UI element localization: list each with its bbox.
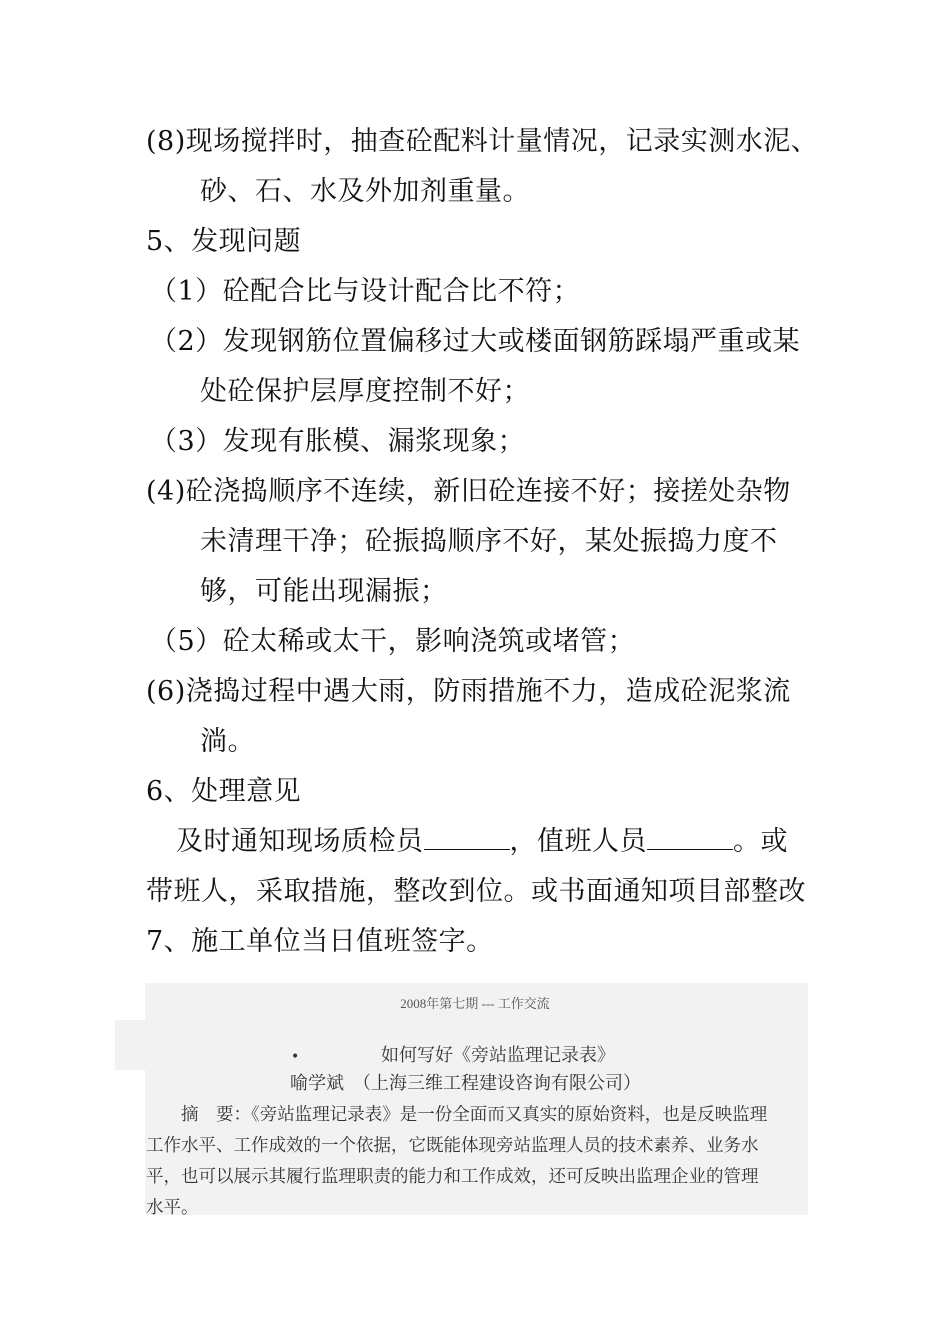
text-line-problem2: （2）发现钢筋位置偏移过大或楼面钢筋踩塌严重或某: [150, 326, 801, 357]
text-line-problem5: （5）砼太稀或太干，影响浇筑或堵管；: [150, 626, 636, 657]
abstract-line: 水平。: [146, 1198, 199, 1218]
text-line-problem4-cont1: 未清理干净；砼振捣顺序不好，某处振捣力度不: [200, 526, 778, 557]
clipping-header: 2008年第七期 --- 工作交流: [400, 996, 550, 1011]
text-line-item8: (8)现场搅拌时，抽查砼配料计量情况，记录实测水泥、: [146, 126, 819, 157]
notice-text-b: ，值班人员: [509, 826, 647, 857]
inspector-blank: [424, 823, 510, 850]
text-line-problem3: （3）发现有胀模、漏浆现象；: [150, 426, 526, 457]
abstract-line: 摘 要：《旁站监理记录表》是一份全面而又真实的原始资料，也是反映监理: [146, 1105, 768, 1125]
section-heading-5: 5、发现问题: [146, 226, 302, 257]
section-heading-6: 6、处理意见: [146, 776, 302, 807]
notice-text-a: 及时通知现场质检员: [176, 826, 424, 857]
text-line-problem6: (6)浇捣过程中遇大雨，防雨措施不力，造成砼泥浆流: [146, 676, 791, 707]
duty-person-blank: [647, 823, 733, 850]
text-line-problem2-cont: 处砼保护层厚度控制不好；: [200, 376, 530, 407]
abstract-line: 平，也可以展示其履行监理职责的能力和工作成效，还可反映出监理企业的管理: [146, 1167, 759, 1187]
article-title: 如何写好《旁站监理记录表》: [381, 1045, 615, 1066]
article-author: 喻学斌 （上海三维工程建设咨询有限公司）: [290, 1073, 641, 1094]
abstract-line: 工作水平、工作成效的一个依据，它既能体现旁站监理人员的技术素养、业务水: [146, 1136, 759, 1156]
notice-line: [176, 822, 788, 862]
text-line-problem4: (4)砼浇捣顺序不连续，新旧砼连接不好；接搓处杂物: [146, 476, 791, 507]
text-line-problem4-cont2: 够，可能出现漏振；: [200, 576, 448, 607]
text-line-problem6-cont: 淌。: [200, 726, 255, 757]
bullet-icon: •: [291, 1049, 300, 1065]
text-line-problem1: （1）砼配合比与设计配合比不符；: [150, 276, 581, 307]
text-line-item8-cont: 砂、石、水及外加剂重量。: [200, 176, 530, 207]
clipping-side-block: [115, 1020, 147, 1070]
section-heading-7: 7、施工单位当日值班签字。: [146, 926, 494, 957]
notice-text-c: 。或: [733, 826, 788, 857]
article-abstract: [146, 1100, 810, 1224]
text-line-band: 带班人，采取措施，整改到位。或书面通知项目部整改: [146, 876, 806, 907]
